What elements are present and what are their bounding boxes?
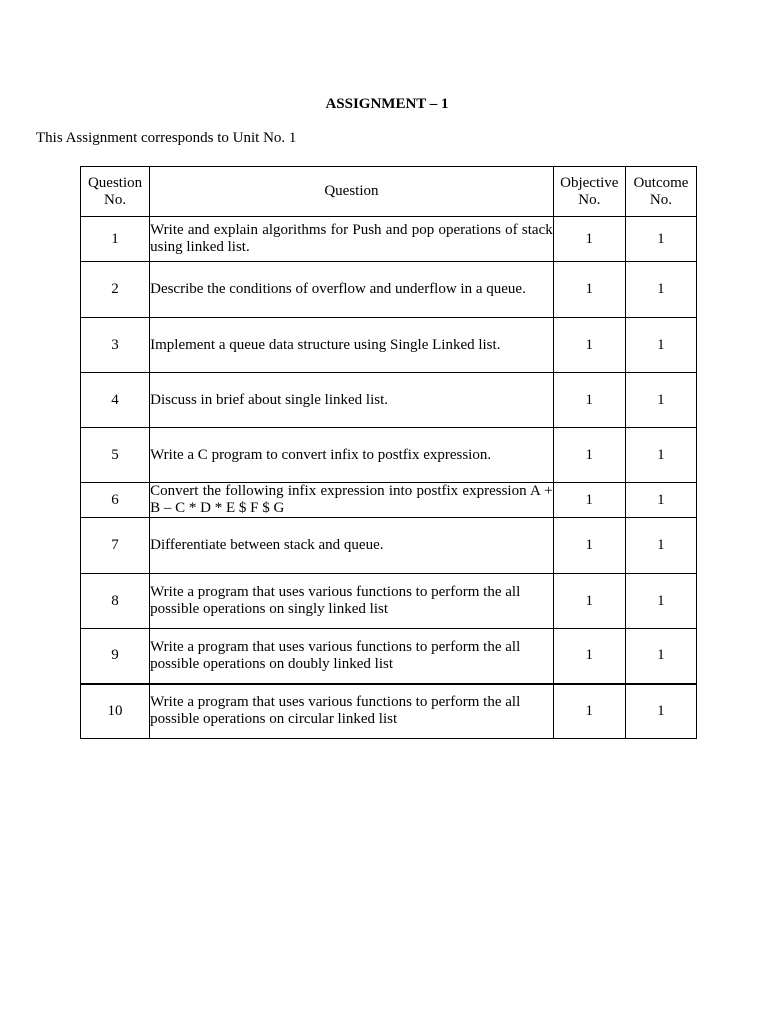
outcome-number: 1 [625, 629, 696, 684]
header-question: Question [150, 167, 554, 217]
question-number: 3 [81, 318, 150, 373]
outcome-number: 1 [625, 217, 696, 262]
objective-number: 1 [553, 373, 625, 428]
header-objective-line1: Objective [560, 174, 619, 191]
objective-number: 1 [553, 518, 625, 574]
header-question-no-line1: Question [87, 174, 143, 191]
questions-table [80, 166, 697, 739]
objective-number: 1 [553, 217, 625, 262]
objective-number: 1 [553, 684, 625, 739]
question-text: Write a program that uses various functions to perform the all possible operations on singly linked list [150, 574, 554, 629]
question-text: Write a C program to convert infix to postfix expression. [150, 428, 554, 483]
objective-number: 1 [553, 428, 625, 483]
question-text: Write a program that uses various functions to perform the all possible operations on circular linked list [150, 684, 554, 739]
table-row [81, 373, 697, 428]
table-row [81, 318, 697, 373]
table-row [81, 262, 697, 318]
table-row [81, 428, 697, 483]
outcome-number: 1 [625, 574, 696, 629]
table-row [81, 518, 697, 574]
header-objective-line2: No. [578, 191, 601, 208]
assignment-title: ASSIGNMENT – 1 [325, 96, 449, 112]
question-text: Implement a queue data structure using Single Linked list. [150, 318, 554, 373]
header-question-no-line2: No. [104, 191, 127, 208]
question-number: 10 [81, 684, 150, 739]
question-text: Write and explain algorithms for Push and pop operations of stack using linked list. [150, 217, 554, 262]
outcome-number: 1 [625, 373, 696, 428]
question-text: Convert the following infix expression into postfix expression A + B – C * D * E $ F $ G [150, 483, 553, 516]
table-row [81, 483, 697, 518]
question-text: Describe the conditions of overflow and underflow in a queue. [150, 262, 554, 318]
header-question-no [81, 167, 150, 217]
outcome-number: 1 [625, 518, 696, 574]
question-number: 4 [81, 373, 150, 428]
question-text: Discuss in brief about single linked list. [150, 373, 554, 428]
header-objective-no [553, 167, 625, 217]
header-outcome-line2: No. [649, 191, 672, 208]
objective-number: 1 [553, 629, 625, 684]
outcome-number: 1 [625, 483, 696, 518]
table-row [81, 629, 697, 684]
table-header-row [81, 167, 697, 217]
question-number: 1 [81, 217, 150, 262]
header-outcome-no [625, 167, 696, 217]
objective-number: 1 [553, 318, 625, 373]
outcome-number: 1 [625, 262, 696, 318]
question-number: 5 [81, 428, 150, 483]
objective-number: 1 [553, 574, 625, 629]
objective-number: 1 [553, 262, 625, 318]
objective-number: 1 [553, 483, 625, 518]
outcome-number: 1 [625, 684, 696, 739]
outcome-number: 1 [625, 428, 696, 483]
question-number: 9 [81, 629, 150, 684]
question-text: Write a program that uses various functions to perform the all possible operations on doubly linked list [150, 629, 554, 684]
table-row [81, 574, 697, 629]
question-text: Differentiate between stack and queue. [150, 518, 554, 574]
question-number: 8 [81, 574, 150, 629]
question-number: 7 [81, 518, 150, 574]
outcome-number: 1 [625, 318, 696, 373]
question-number: 6 [81, 483, 150, 518]
question-number: 2 [81, 262, 150, 318]
header-outcome-line1: Outcome [633, 174, 689, 191]
unit-intro-text: This Assignment corresponds to Unit No. 1 [36, 130, 297, 146]
table-row [81, 684, 697, 739]
table-row [81, 217, 697, 262]
